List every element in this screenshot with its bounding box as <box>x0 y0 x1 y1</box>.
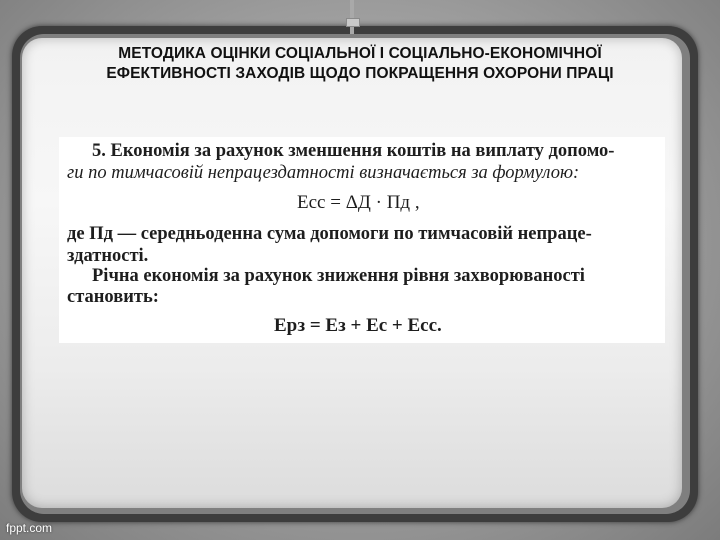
paragraph-3-line-2: становить: <box>67 287 159 307</box>
paragraph-1-line-1: 5. Економія за рахунок зменшення коштів на виплату допомо- <box>92 141 615 161</box>
slide-title <box>40 44 680 84</box>
paragraph-2-line-1: де Пд — середньоденна сума допомоги по тимчасовій непраце- <box>67 224 592 244</box>
document-excerpt <box>59 137 665 343</box>
title-line-2: ЕФЕКТИВНОСТІ ЗАХОДІВ ЩОДО ПОКРАЩЕННЯ ОХОРОНИ ПРАЦІ <box>106 65 614 82</box>
watermark: fppt.com <box>6 521 53 535</box>
paragraph-1-line-2: ги по тимчасовій непрацездатності визначається за формулою: <box>67 163 580 183</box>
formula-1: Есс = ΔД · Пд , <box>297 192 420 213</box>
paragraph-3-line-1: Річна економія за рахунок зниження рівня захворюваності <box>92 266 585 286</box>
paragraph-2-line-2: здатності. <box>67 246 149 266</box>
formula-2: Ерз = Ез + Ес + Есс. <box>274 315 442 336</box>
title-line-1: МЕТОДИКА ОЦІНКИ СОЦІАЛЬНОЇ І СОЦІАЛЬНО-ЕКОНОМІЧНОЇ <box>118 45 602 62</box>
hanger-clip-icon <box>343 0 361 34</box>
